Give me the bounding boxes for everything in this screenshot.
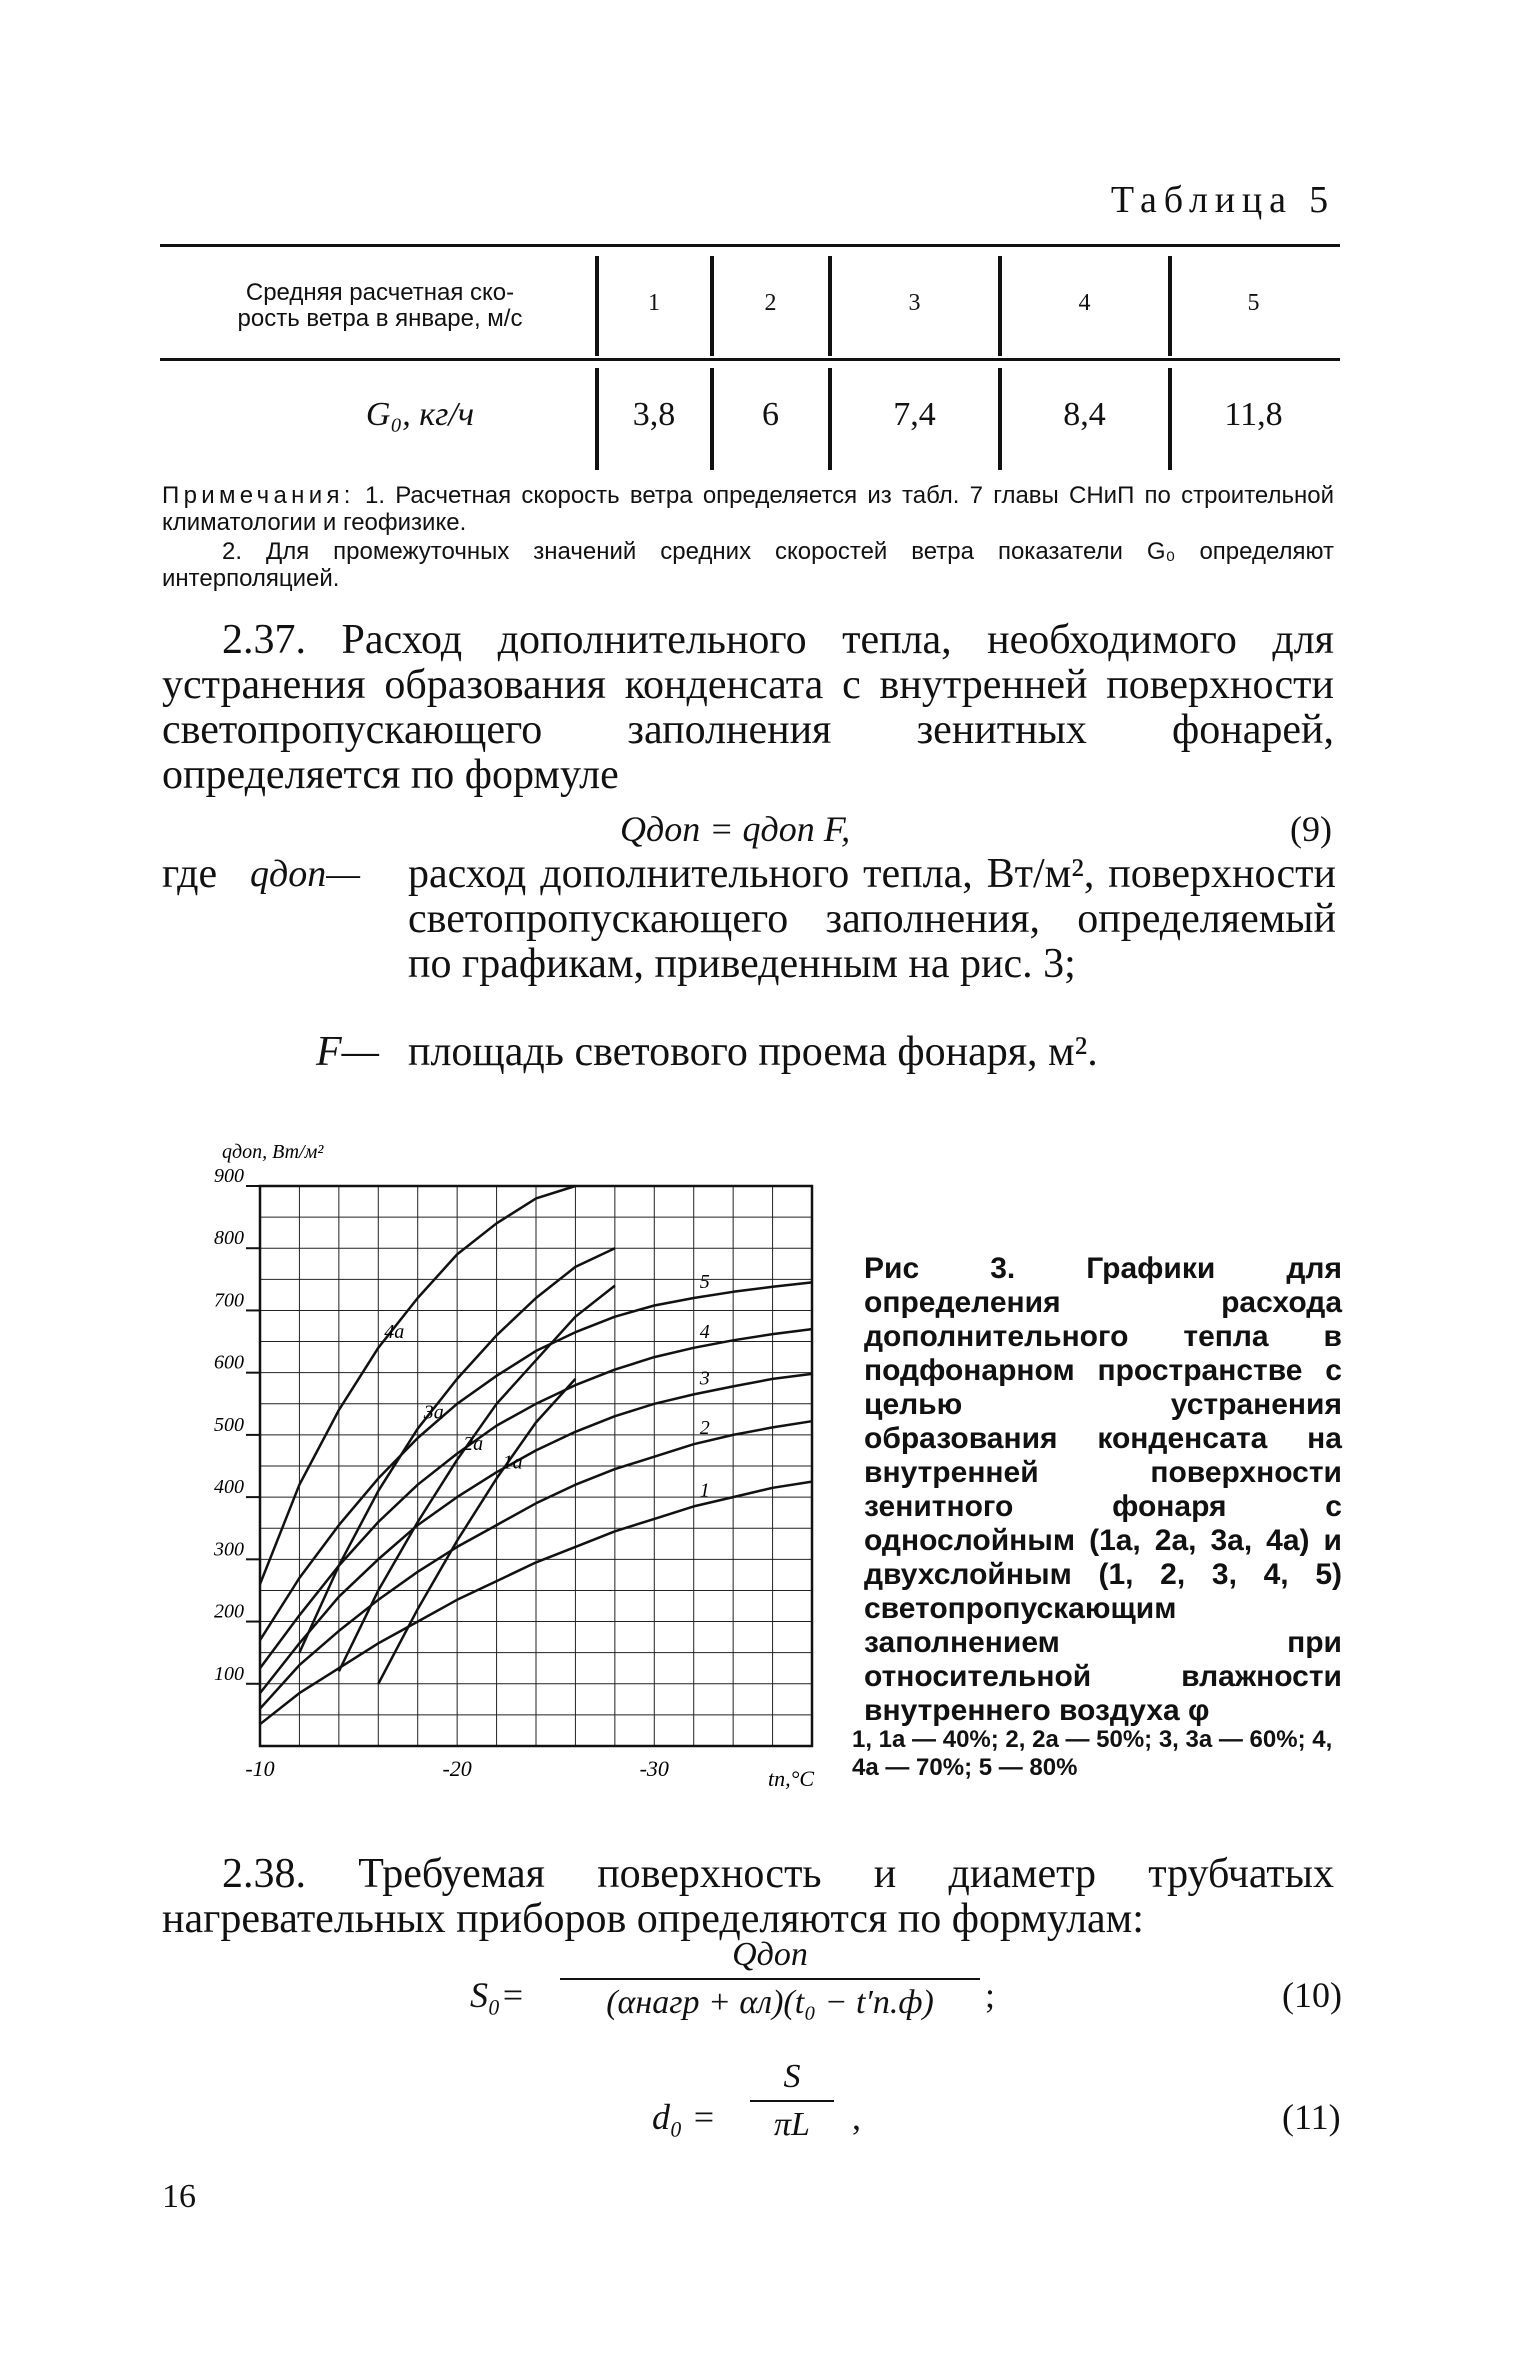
formula-11-lhs: d₀ = (652, 2097, 716, 2137)
series-label-3: 3 (699, 1367, 710, 1390)
formula-10-fraction (560, 1936, 980, 2022)
figure-key: 1, 1а — 40%; 2, 2а — 50%; 3, 3а — 60%; 4, 4а — 70%; 5 — 80% (852, 1726, 1333, 1781)
table-value-1: 3,8 (632, 396, 676, 433)
formula-11-numerator: S (750, 2058, 834, 2102)
where-label: где (162, 851, 218, 897)
y-tick-label: 300 (214, 1538, 244, 1561)
def2-text: площадь светового проема фонаря, м². (408, 1029, 1098, 1075)
series-label-4a: 4a (384, 1320, 405, 1343)
y-tick-label: 100 (214, 1662, 244, 1685)
table-header-label: Средняя расчетная ско- рость ветра в январе, м/с (237, 279, 523, 332)
y-tick-label: 600 (214, 1351, 244, 1374)
notes-lead: Примечания: (162, 482, 355, 509)
formula-10-denominator: (αнагр + αл)(t₀ − t′п.ф) (606, 1984, 934, 2021)
formula-11-fraction (750, 2058, 834, 2144)
chart-curve-labels (384, 1271, 709, 1501)
def1-symbol: qдоп— (250, 853, 361, 895)
def1-text: расход дополнительного тепла, Вт/м², поверхности светопропускающего заполнения, определяемый по графикам, приведенным на рис. 3; (408, 851, 1336, 987)
chart-figure-3 (160, 1118, 840, 1798)
table-note-1 (162, 482, 1334, 536)
chart-ticks (213, 1165, 669, 1781)
x-tick-label: -20 (442, 1756, 472, 1781)
series-label-2a: 2a (463, 1432, 484, 1455)
formula-9: Qдоп = qдоп F, (620, 809, 851, 849)
table-value-5: 11,8 (1224, 396, 1283, 433)
x-tick-label: -10 (245, 1756, 275, 1781)
y-tick-label: 700 (214, 1289, 244, 1312)
table-value-2: 6 (762, 396, 779, 433)
formula-10-lhs: S₀= (470, 1975, 525, 2015)
y-tick-label: 900 (214, 1165, 244, 1187)
formula-10-number: (10) (1282, 1975, 1342, 2015)
page-number: 16 (162, 2178, 196, 2215)
series-label-4: 4 (699, 1320, 710, 1343)
series-label-1: 1 (699, 1479, 710, 1502)
series-label-3a: 3a (423, 1401, 444, 1424)
table-col-1: 1 (648, 290, 660, 316)
paragraph-2-38: 2.38. Требуемая поверхность и диаметр трубчатых нагревательных приборов определяются по формулам: (162, 1851, 1334, 1942)
table-col-5: 5 (1247, 290, 1260, 316)
def2-symbol: F— (316, 1029, 379, 1075)
formula-10-tail: ; (985, 1975, 996, 2015)
table-top-rule (160, 244, 1340, 247)
table-row-label: G₀, кг/ч (365, 396, 475, 433)
y-tick-label: 800 (214, 1227, 244, 1250)
note-1-text: 1. Расчетная скорость ветра определяется из табл. 7 главы СНиП по строительной климатологии и геофизике. (162, 482, 1334, 536)
figure-caption: Рис 3. Графики для определения расхода дополнительного тепла в подфонарном пространстве с целью устранения образования конденсата на внутренней поверхности зенитного фонаря с однослойным (1а, 2а, 3а, 4а) и двухслойным (1, 2, 3, 4, 5) светопропускающим заполнением при относительной влажности внутреннего воздуха φ (864, 1252, 1342, 1727)
series-label-2: 2 (699, 1417, 710, 1440)
table-value-4: 8,4 (1063, 396, 1106, 433)
table-col-3: 3 (908, 290, 921, 316)
series-label-1a: 1a (502, 1451, 523, 1474)
table-value-3: 7,4 (893, 396, 936, 433)
table-caption: Таблица 5 (1110, 179, 1335, 221)
paragraph-2-37: 2.37. Расход дополнительного тепла, необходимого для устранения образования конденсата с внутренней поверхности светопропускающего заполнения зенитных фонарей, определяется по формуле (162, 617, 1334, 798)
x-axis-label: tп,°C (768, 1766, 815, 1791)
formula-9-number: (9) (1290, 809, 1332, 849)
y-tick-label: 500 (214, 1413, 244, 1436)
formula-11-denominator: πL (774, 2106, 810, 2143)
formula-10-numerator: Qдоп (560, 1936, 980, 1980)
y-axis-label-text: qдоп, Вт/м² (222, 1141, 324, 1163)
x-tick-label: -30 (639, 1756, 669, 1781)
y-axis-label (222, 1141, 324, 1163)
series-line-1a (378, 1379, 575, 1684)
table-col-4: 4 (1078, 290, 1091, 316)
y-tick-label: 400 (214, 1476, 244, 1499)
series-label-5: 5 (699, 1271, 710, 1293)
y-tick-label: 200 (214, 1600, 244, 1623)
table-header-rule (160, 358, 1340, 361)
formula-11-number: (11) (1282, 2097, 1341, 2137)
table-note-2: 2. Для промежуточных значений средних скоростей ветра показатели G₀ определяют интерполяцией. (162, 538, 1334, 592)
formula-11-tail: , (852, 2097, 861, 2137)
table-col-2: 2 (764, 290, 777, 316)
